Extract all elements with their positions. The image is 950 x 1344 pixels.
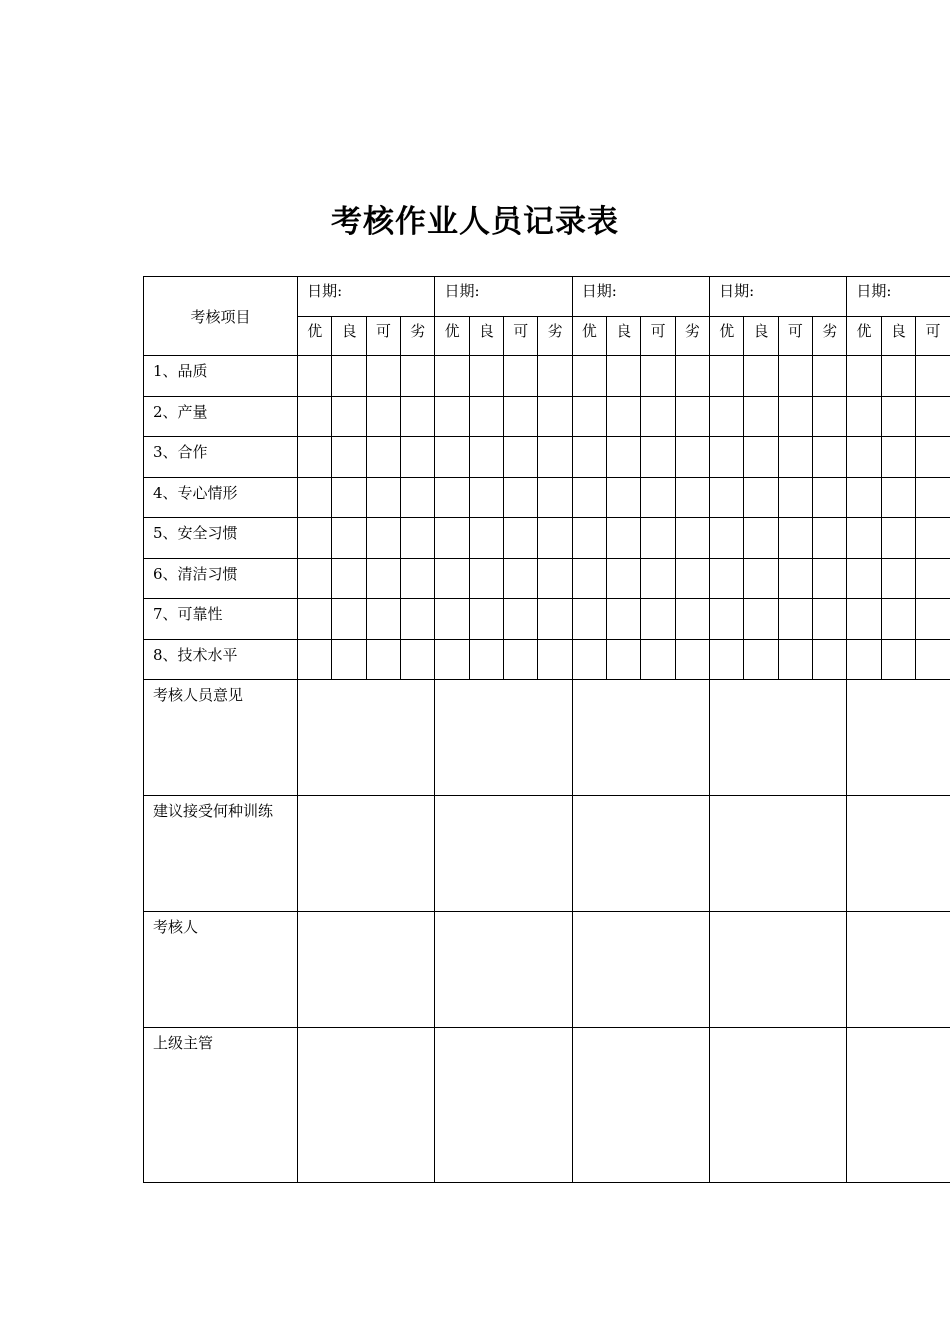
comment-cell-5[interactable] — [847, 1028, 950, 1183]
rating-cell[interactable] — [401, 356, 435, 397]
rating-cell[interactable] — [401, 396, 435, 437]
rating-cell[interactable] — [504, 356, 538, 397]
rating-cell[interactable] — [813, 396, 847, 437]
comment-cell-1[interactable] — [298, 680, 435, 796]
rating-cell[interactable] — [538, 396, 572, 437]
rating-cell[interactable] — [607, 437, 641, 478]
item-label: 5、安全习惯 — [144, 518, 298, 559]
rating-cell[interactable] — [572, 477, 606, 518]
grade-label: 可 — [366, 317, 400, 356]
rating-cell[interactable] — [469, 518, 503, 559]
rating-cell[interactable] — [366, 639, 400, 680]
rating-cell[interactable] — [435, 599, 469, 640]
rating-cell[interactable] — [504, 558, 538, 599]
rating-cell[interactable] — [366, 477, 400, 518]
rating-cell[interactable] — [572, 396, 606, 437]
rating-cell[interactable] — [504, 639, 538, 680]
rating-cell[interactable] — [813, 477, 847, 518]
rating-cell[interactable] — [538, 518, 572, 559]
evaluation-table — [143, 276, 950, 1183]
rating-cell[interactable] — [607, 558, 641, 599]
rating-cell[interactable] — [366, 437, 400, 478]
rating-cell[interactable] — [298, 639, 332, 680]
rating-cell[interactable] — [572, 356, 606, 397]
rating-cell[interactable] — [675, 356, 709, 397]
rating-cell[interactable] — [401, 518, 435, 559]
item-label: 2、产量 — [144, 396, 298, 437]
comment-row-label: 考核人 — [144, 912, 298, 1028]
rating-cell[interactable] — [435, 477, 469, 518]
rating-cell[interactable] — [675, 599, 709, 640]
rating-cell[interactable] — [778, 356, 812, 397]
item-row — [144, 558, 950, 599]
item-row — [144, 518, 950, 559]
rating-cell[interactable] — [401, 599, 435, 640]
rating-cell[interactable] — [847, 558, 881, 599]
rating-cell[interactable] — [675, 518, 709, 559]
rating-cell[interactable] — [469, 558, 503, 599]
rating-cell[interactable] — [710, 558, 744, 599]
rating-cell[interactable] — [607, 396, 641, 437]
rating-cell[interactable] — [675, 396, 709, 437]
grade-label: 劣 — [675, 317, 709, 356]
rating-cell[interactable] — [366, 518, 400, 559]
comment-cell-5[interactable] — [847, 680, 950, 796]
rating-cell[interactable] — [778, 396, 812, 437]
comment-cell-1[interactable] — [298, 1028, 435, 1183]
rating-cell[interactable] — [469, 477, 503, 518]
grade-label: 优 — [572, 317, 606, 356]
rating-cell[interactable] — [401, 558, 435, 599]
rating-cell[interactable] — [675, 477, 709, 518]
rating-cell[interactable] — [881, 356, 915, 397]
rating-cell[interactable] — [881, 558, 915, 599]
rating-cell[interactable] — [572, 639, 606, 680]
rating-cell[interactable] — [504, 477, 538, 518]
comment-row-label: 上级主管 — [144, 1028, 298, 1183]
rating-cell[interactable] — [744, 518, 778, 559]
rating-cell[interactable] — [538, 477, 572, 518]
rating-cell[interactable] — [813, 599, 847, 640]
rating-cell[interactable] — [641, 396, 675, 437]
rating-cell[interactable] — [847, 396, 881, 437]
comment-cell-2[interactable] — [435, 912, 572, 1028]
rating-cell[interactable] — [881, 599, 915, 640]
rating-cell[interactable] — [916, 518, 950, 559]
rating-cell[interactable] — [435, 356, 469, 397]
rating-cell[interactable] — [847, 639, 881, 680]
rating-cell[interactable] — [744, 356, 778, 397]
rating-cell[interactable] — [332, 558, 366, 599]
rating-cell[interactable] — [298, 558, 332, 599]
rating-cell[interactable] — [916, 639, 950, 680]
rating-cell[interactable] — [504, 437, 538, 478]
rating-cell[interactable] — [641, 518, 675, 559]
rating-cell[interactable] — [916, 558, 950, 599]
rating-cell[interactable] — [538, 639, 572, 680]
comment-cell-4[interactable] — [710, 1028, 847, 1183]
grade-label: 可 — [916, 317, 950, 356]
rating-cell[interactable] — [778, 518, 812, 559]
rating-cell[interactable] — [881, 396, 915, 437]
grade-label: 优 — [710, 317, 744, 356]
item-label: 4、专心情形 — [144, 477, 298, 518]
rating-cell[interactable] — [435, 639, 469, 680]
rating-cell[interactable] — [813, 356, 847, 397]
rating-cell[interactable] — [778, 639, 812, 680]
grade-label: 良 — [332, 317, 366, 356]
comment-cell-1[interactable] — [298, 796, 435, 912]
rating-cell[interactable] — [366, 599, 400, 640]
grade-label: 可 — [641, 317, 675, 356]
rating-cell[interactable] — [572, 518, 606, 559]
rating-cell[interactable] — [572, 599, 606, 640]
rating-cell[interactable] — [366, 356, 400, 397]
rating-cell[interactable] — [435, 558, 469, 599]
rating-cell[interactable] — [435, 396, 469, 437]
rating-cell[interactable] — [469, 356, 503, 397]
comment-cell-3[interactable] — [572, 680, 709, 796]
rating-cell[interactable] — [332, 639, 366, 680]
comment-cell-4[interactable] — [710, 912, 847, 1028]
rating-cell[interactable] — [401, 437, 435, 478]
rating-cell[interactable] — [813, 639, 847, 680]
rating-cell[interactable] — [332, 599, 366, 640]
grade-label: 良 — [744, 317, 778, 356]
item-label: 6、清洁习惯 — [144, 558, 298, 599]
rating-cell[interactable] — [881, 437, 915, 478]
rating-cell[interactable] — [675, 437, 709, 478]
rating-cell[interactable] — [538, 599, 572, 640]
rating-cell[interactable] — [538, 437, 572, 478]
rating-cell[interactable] — [469, 396, 503, 437]
rating-cell[interactable] — [641, 599, 675, 640]
rating-cell[interactable] — [469, 639, 503, 680]
rating-cell[interactable] — [641, 639, 675, 680]
rating-cell[interactable] — [607, 518, 641, 559]
rating-cell[interactable] — [778, 477, 812, 518]
comment-row-label: 建议接受何种训练 — [144, 796, 298, 912]
rating-cell[interactable] — [332, 437, 366, 478]
rating-cell[interactable] — [916, 396, 950, 437]
rating-cell[interactable] — [538, 558, 572, 599]
rating-cell[interactable] — [813, 558, 847, 599]
rating-cell[interactable] — [778, 599, 812, 640]
comment-cell-5[interactable] — [847, 796, 950, 912]
grade-label: 劣 — [538, 317, 572, 356]
rating-cell[interactable] — [710, 396, 744, 437]
date-header-row — [144, 277, 950, 317]
rating-cell[interactable] — [710, 599, 744, 640]
rating-cell[interactable] — [572, 558, 606, 599]
rating-cell[interactable] — [710, 639, 744, 680]
item-row — [144, 599, 950, 640]
document-title: 考核作业人员记录表 — [331, 204, 619, 240]
rating-cell[interactable] — [881, 639, 915, 680]
rating-cell[interactable] — [469, 599, 503, 640]
item-row — [144, 437, 950, 478]
rating-cell[interactable] — [332, 477, 366, 518]
rating-cell[interactable] — [641, 477, 675, 518]
rating-cell[interactable] — [744, 558, 778, 599]
rating-cell[interactable] — [366, 396, 400, 437]
comment-row — [144, 912, 950, 1028]
comment-row — [144, 1028, 950, 1183]
rating-cell[interactable] — [298, 437, 332, 478]
rating-cell[interactable] — [641, 437, 675, 478]
grade-label: 良 — [469, 317, 503, 356]
comment-cell-4[interactable] — [710, 680, 847, 796]
comment-cell-2[interactable] — [435, 1028, 572, 1183]
rating-cell[interactable] — [881, 518, 915, 559]
grade-label: 可 — [504, 317, 538, 356]
rating-cell[interactable] — [401, 477, 435, 518]
rating-cell[interactable] — [504, 599, 538, 640]
grade-label: 优 — [847, 317, 881, 356]
rating-cell[interactable] — [916, 437, 950, 478]
item-row — [144, 477, 950, 518]
rating-cell[interactable] — [881, 477, 915, 518]
rating-cell[interactable] — [710, 518, 744, 559]
comment-row — [144, 680, 950, 796]
rating-cell[interactable] — [504, 396, 538, 437]
rating-cell[interactable] — [298, 356, 332, 397]
item-label: 7、可靠性 — [144, 599, 298, 640]
comment-cell-2[interactable] — [435, 680, 572, 796]
item-row — [144, 396, 950, 437]
comment-row — [144, 796, 950, 912]
rating-cell[interactable] — [504, 518, 538, 559]
item-row — [144, 639, 950, 680]
rating-cell[interactable] — [435, 518, 469, 559]
rating-cell[interactable] — [641, 356, 675, 397]
comment-cell-1[interactable] — [298, 912, 435, 1028]
rating-cell[interactable] — [401, 639, 435, 680]
rating-cell[interactable] — [916, 477, 950, 518]
rating-cell[interactable] — [332, 356, 366, 397]
rating-cell[interactable] — [538, 356, 572, 397]
rating-cell[interactable] — [744, 396, 778, 437]
rating-cell[interactable] — [744, 437, 778, 478]
rating-cell[interactable] — [813, 437, 847, 478]
grade-label: 优 — [435, 317, 469, 356]
rating-cell[interactable] — [298, 396, 332, 437]
grade-label: 良 — [881, 317, 915, 356]
comment-cell-3[interactable] — [572, 912, 709, 1028]
comment-cell-5[interactable] — [847, 912, 950, 1028]
rating-cell[interactable] — [847, 437, 881, 478]
rating-cell[interactable] — [847, 599, 881, 640]
date-field-5[interactable]: 日期: — [847, 277, 950, 317]
comment-cell-3[interactable] — [572, 1028, 709, 1183]
date-field-4[interactable]: 日期: — [710, 277, 847, 317]
rating-cell[interactable] — [332, 518, 366, 559]
rating-cell[interactable] — [675, 558, 709, 599]
rating-cell[interactable] — [710, 437, 744, 478]
rating-cell[interactable] — [298, 518, 332, 559]
rating-cell[interactable] — [744, 477, 778, 518]
rating-cell[interactable] — [607, 599, 641, 640]
rating-cell[interactable] — [332, 396, 366, 437]
comment-cell-4[interactable] — [710, 796, 847, 912]
rating-cell[interactable] — [607, 477, 641, 518]
rating-cell[interactable] — [778, 437, 812, 478]
rating-cell[interactable] — [744, 599, 778, 640]
rating-cell[interactable] — [675, 639, 709, 680]
item-header: 考核项目 — [144, 277, 298, 356]
comment-row-label: 考核人员意见 — [144, 680, 298, 796]
grade-label: 可 — [778, 317, 812, 356]
rating-cell[interactable] — [641, 558, 675, 599]
rating-cell[interactable] — [710, 477, 744, 518]
item-label: 8、技术水平 — [144, 639, 298, 680]
rating-cell[interactable] — [778, 558, 812, 599]
rating-cell[interactable] — [813, 518, 847, 559]
rating-cell[interactable] — [366, 558, 400, 599]
date-field-1[interactable]: 日期: — [298, 277, 435, 317]
rating-cell[interactable] — [847, 477, 881, 518]
rating-cell[interactable] — [847, 518, 881, 559]
rating-cell[interactable] — [572, 437, 606, 478]
rating-cell[interactable] — [298, 599, 332, 640]
rating-cell[interactable] — [710, 356, 744, 397]
rating-cell[interactable] — [435, 437, 469, 478]
grade-label: 劣 — [813, 317, 847, 356]
grade-label: 劣 — [401, 317, 435, 356]
rating-cell[interactable] — [744, 639, 778, 680]
rating-cell[interactable] — [916, 599, 950, 640]
item-label: 3、合作 — [144, 437, 298, 478]
date-field-2[interactable]: 日期: — [435, 277, 572, 317]
comment-cell-2[interactable] — [435, 796, 572, 912]
rating-cell[interactable] — [847, 356, 881, 397]
rating-cell[interactable] — [607, 639, 641, 680]
rating-cell[interactable] — [916, 356, 950, 397]
item-row — [144, 356, 950, 397]
comment-cell-3[interactable] — [572, 796, 709, 912]
rating-cell[interactable] — [298, 477, 332, 518]
item-label: 1、品质 — [144, 356, 298, 397]
grade-label: 良 — [607, 317, 641, 356]
date-field-3[interactable]: 日期: — [572, 277, 709, 317]
rating-cell[interactable] — [469, 437, 503, 478]
rating-cell[interactable] — [607, 356, 641, 397]
grade-label: 优 — [298, 317, 332, 356]
